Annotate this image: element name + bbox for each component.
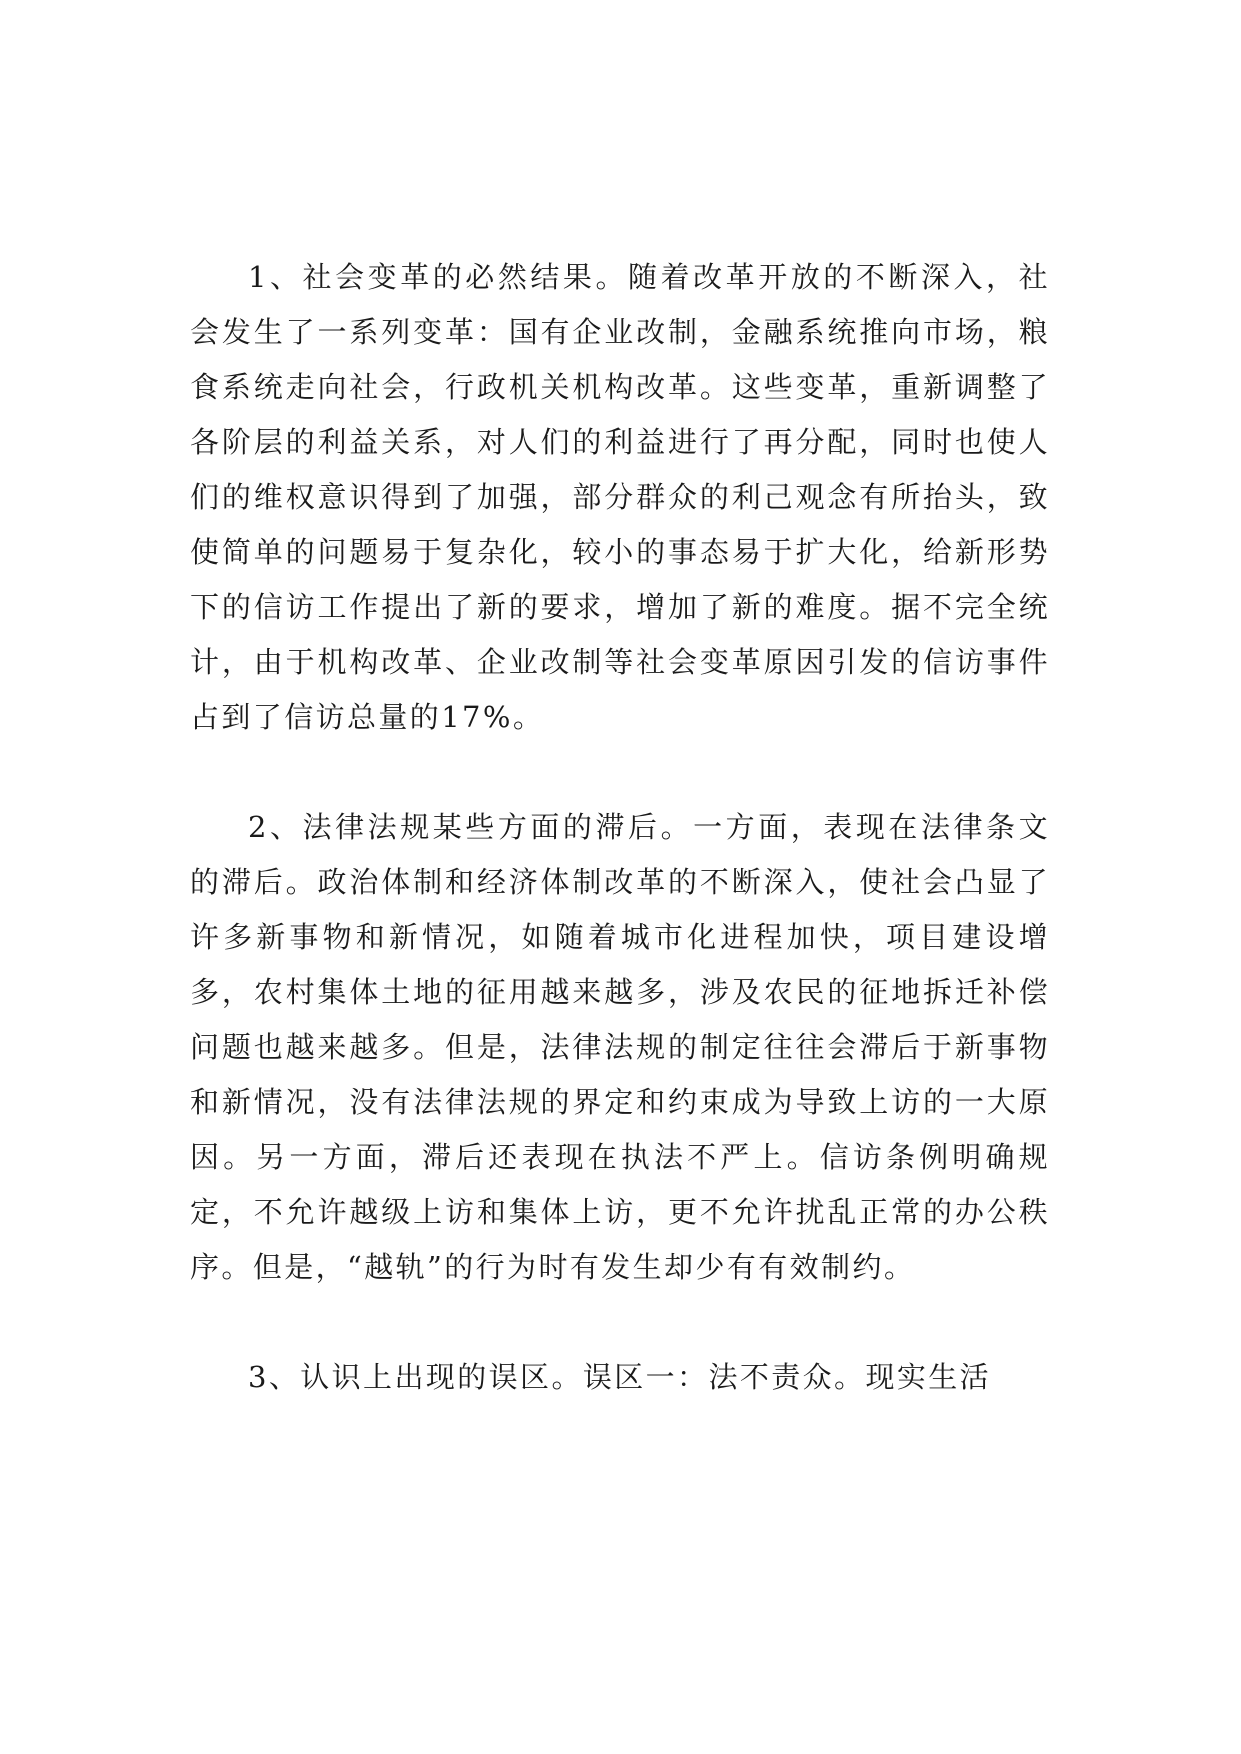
paragraph-3: 3、认识上出现的误区。误区一：法不责众。现实生活 — [248, 1360, 992, 1394]
paragraph-1: 1、社会变革的必然结果。随着改革开放的不断深入，社会发生了一系列变革：国有企业改制，金融系统推向市场，粮食系统走向社会，行政机关机构改革。这些变革，重新调整了各阶层的利益关系，对人们的利益进行了再分配，同时也使人们的维权意识得到了加强，部分群众的利己观念有所抬头，致使简单的问题易于复杂化，较小的事态易于扩大化，给新形势下的信访工作提出了新的要求，增加了新的难度。据不完全统计，由于机构改革、企业改制等社会变革原因引发的信访事件占到了信访总量的17%。 — [190, 260, 1050, 734]
paragraph-2: 2、法律法规某些方面的滞后。一方面，表现在法律条文的滞后。政治体制和经济体制改革的不断深入，使社会凸显了许多新事物和新情况，如随着城市化进程加快，项目建设增多，农村集体土地的征用越来越多，涉及农民的征地拆迁补偿问题也越来越多。但是，法律法规的制定往往会滞后于新事物和新情况，没有法律法规的界定和约束成为导致上访的一大原因。另一方面，滞后还表现在执法不严上。信访条例明确规定，不允许越级上访和集体上访，更不允许扰乱正常的办公秩序。但是，“越轨”的行为时有发生却少有有效制约。 — [190, 810, 1050, 1284]
document-body — [190, 250, 1050, 1405]
